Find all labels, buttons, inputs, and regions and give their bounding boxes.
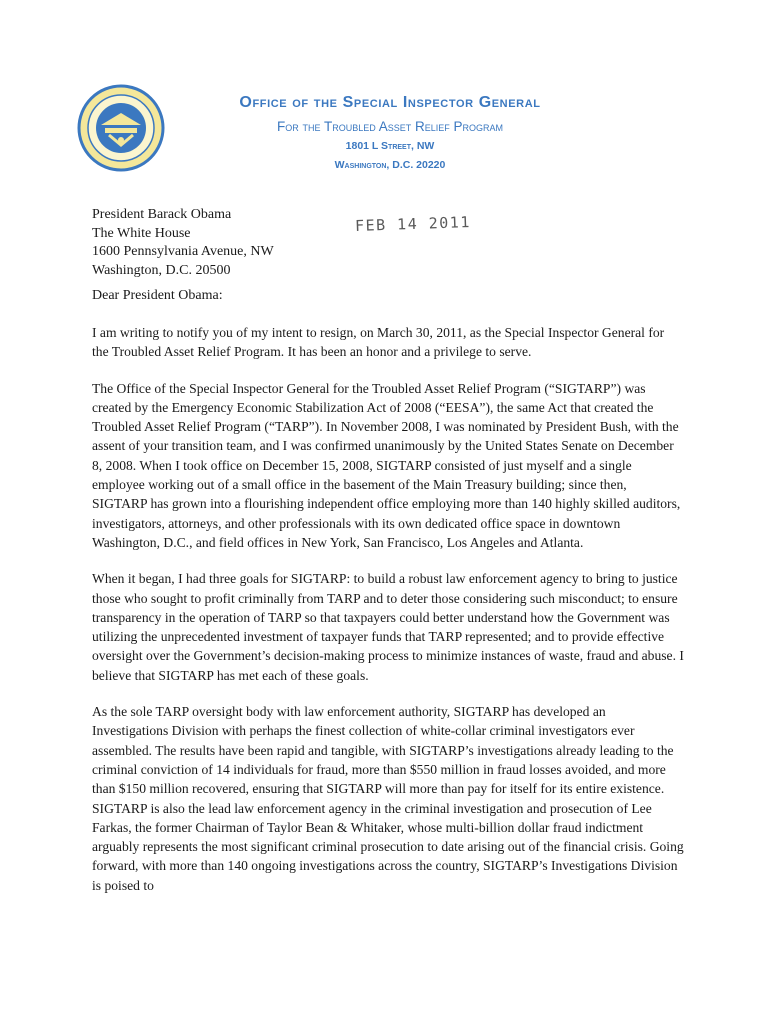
office-street: 1801 L Street, NW	[345, 140, 435, 152]
recipient-address	[92, 206, 274, 280]
recipient-org: The White House	[92, 225, 191, 241]
office-name: Office of the Special Inspector General	[239, 94, 541, 111]
paragraph-1: I am writing to notify you of my intent to resign, on March 30, 2011, as the Special Inspector General for the Troubled Asset Relief Program. It has been an honor and a privilege to serve.	[92, 325, 665, 360]
recipient-name: President Barack Obama	[92, 207, 232, 222]
paragraph-3: When it began, I had three goals for SIGTARP: to build a robust law enforcement agency to bring to justice those who sought to profit criminally from TARP and to deter those considering such misconduct; to ensure transparency in the operation of TARP so that taxpayers could better understand how the Government was utilizing the unprecedented investment of taxpayer funds that TARP represented; and to provide effective oversight over the Government’s decision-making process to minimize instances of waste, fraud and abuse. I believe that SIGTARP has met each of these goals.	[92, 571, 684, 683]
sigtarp-seal-icon	[76, 83, 166, 173]
program-name: For the Troubled Asset Relief Program	[276, 119, 504, 134]
received-date-stamp: FEB 14 2011	[354, 212, 472, 236]
paragraph-2: The Office of the Special Inspector General for the Troubled Asset Relief Program (“SIGTARP”) was created by the Emergency Economic Stabilization Act of 2008 (“EESA”), the same Act that created the Troubled Asset Relief Program (“TARP”). In November 2008, I was nominated by President Bush, with the assent of your transition team, and I was confirmed unanimously by the United States Senate on December 8, 2008. When I took office on December 15, 2008, SIGTARP consisted of just myself and a single employee working out of a small office in the basement of the Main Treasury building; since then, SIGTARP has grown into a flourishing independent office employing more than 140 highly skilled auditors, investigators, attorneys, and other professionals with its own dedicated office space in downtown Washington, D.C., and field offices in New York, San Francisco, Los Angeles and Atlanta.	[92, 380, 681, 550]
office-city: Washington, D.C. 20220	[334, 159, 446, 171]
letter-body	[92, 323, 684, 912]
recipient-street: 1600 Pennsylvania Avenue, NW	[92, 244, 274, 259]
paragraph-4: As the sole TARP oversight body with law enforcement authority, SIGTARP has developed an Investigations Division with perhaps the finest collection of white-collar criminal investigators ever assembled. The results have been rapid and tangible, with SIGTARP’s investigations already leading to the criminal conviction of 14 individuals for fraud, more than $550 million in fraud losses avoided, and more than $150 million recovered, ensuring that SIGTARP will more than pay for itself for its entire existence. SIGTARP is also the lead law enforcement agency in the criminal investigation and prosecution of Lee Farkas, the former Chairman of Taylor Bean & Whitaker, whose multi-billion dollar fraud indictment arguably represents the most significant criminal prosecution to date arising out of the financial crisis. Going forward, with more than 140 ongoing investigations across the country, SIGTARP’s Investigations Division is poised to	[92, 704, 684, 893]
recipient-city: Washington, D.C. 20500	[92, 262, 231, 278]
letterhead	[160, 93, 620, 172]
salutation: Dear President Obama:	[92, 288, 223, 303]
